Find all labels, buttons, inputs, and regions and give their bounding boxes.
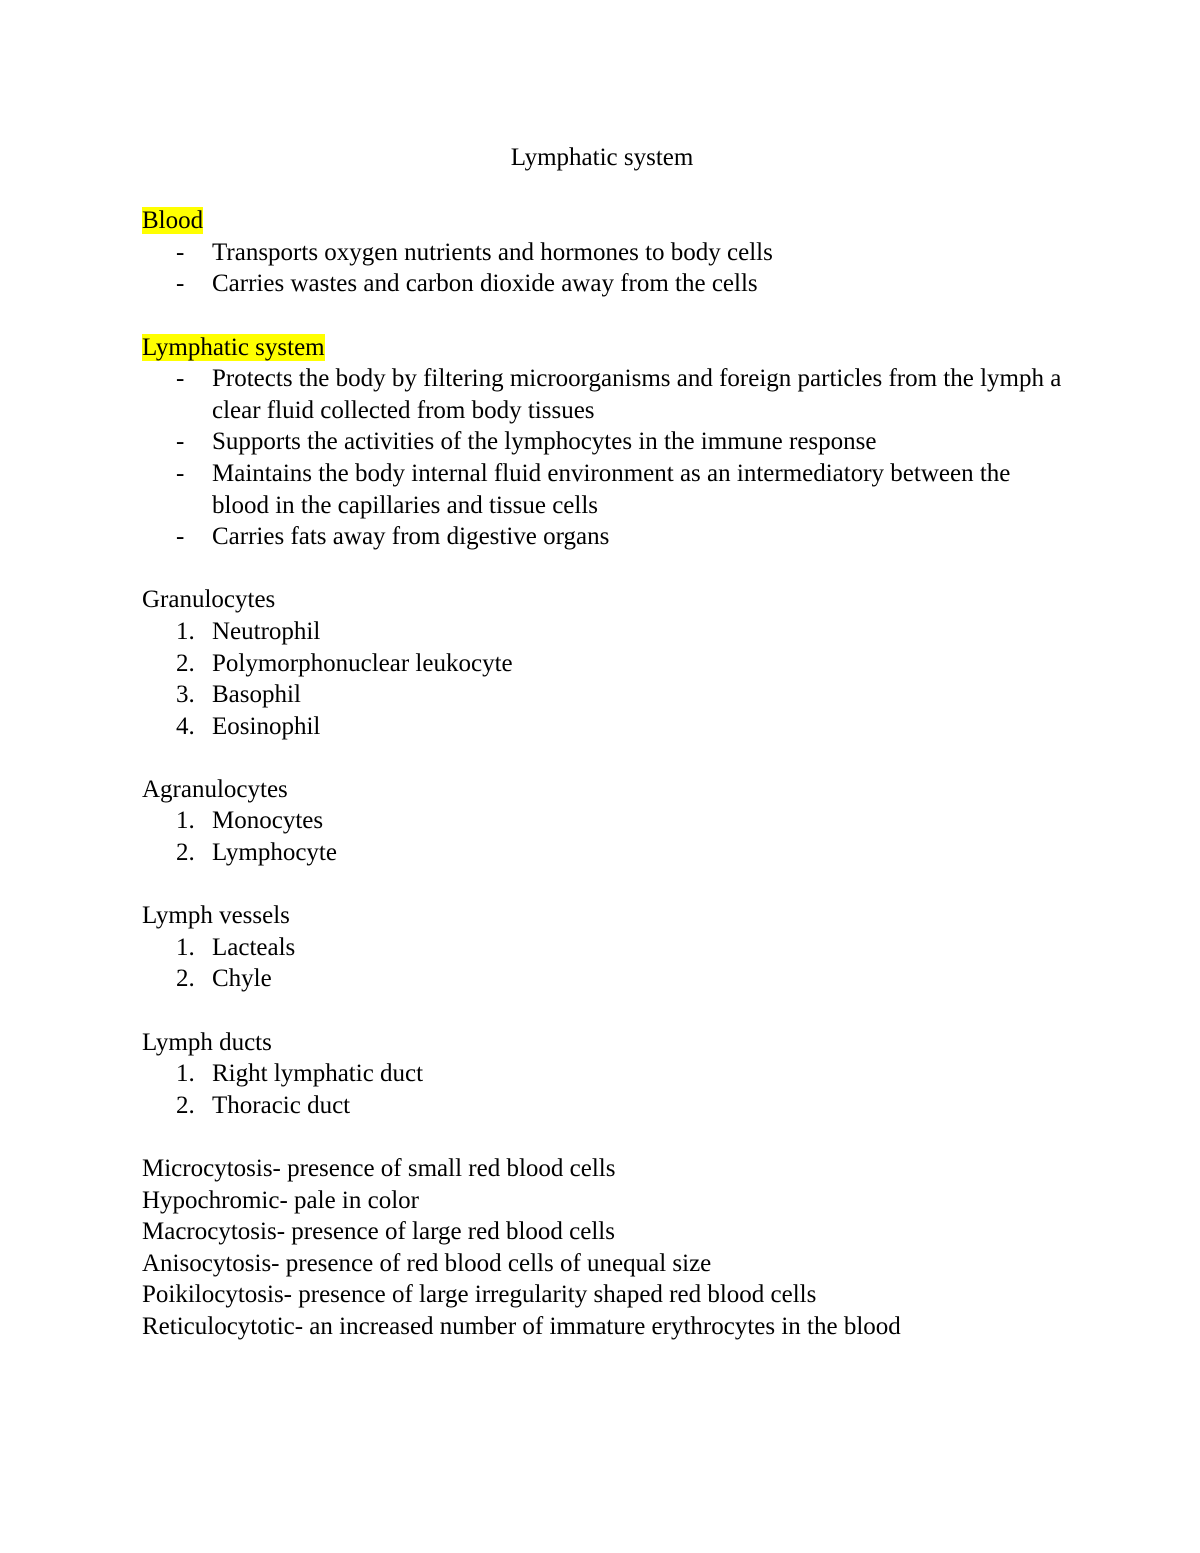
number-marker: 2. xyxy=(176,1091,195,1119)
number-marker: 3. xyxy=(176,681,195,709)
definitions-block xyxy=(142,1153,1062,1343)
number-marker: 2. xyxy=(176,965,195,993)
list-item: 2. Thoracic duct xyxy=(142,1090,1062,1122)
number-marker: 1. xyxy=(176,617,195,645)
section-heading-lymph-vessels: Lymph vessels xyxy=(142,902,290,930)
highlighted-heading-lymphatic: Lymphatic system xyxy=(142,333,325,361)
lymph-ducts-list xyxy=(142,1058,1062,1121)
dash-marker: - xyxy=(176,238,185,266)
dash-marker: - xyxy=(176,428,185,456)
lymphatic-list xyxy=(142,363,1062,553)
dash-marker: - xyxy=(176,365,185,393)
number-marker: 1. xyxy=(176,1060,195,1088)
lymph-vessels-list xyxy=(142,932,1062,995)
section-heading-agranulocytes: Agranulocytes xyxy=(142,775,288,803)
section-lymphatic xyxy=(142,332,1062,553)
dash-marker: - xyxy=(176,270,185,298)
list-item: 1. Lacteals xyxy=(142,932,1062,964)
list-item: 1. Right lymphatic duct xyxy=(142,1058,1062,1090)
number-marker: 1. xyxy=(176,807,195,835)
section-lymph-vessels xyxy=(142,900,1062,995)
dash-marker: - xyxy=(176,523,185,551)
list-item: - Maintains the body internal fluid environment as an intermediatory between the blood in the capillaries and tissue cells xyxy=(176,459,1011,519)
list-item: 2. Lymphocyte xyxy=(142,837,1062,869)
number-marker: 4. xyxy=(176,712,195,740)
number-marker: 2. xyxy=(176,649,195,677)
section-heading-granulocytes: Granulocytes xyxy=(142,586,276,614)
granulocytes-list xyxy=(142,616,1062,742)
number-marker: 1. xyxy=(176,933,195,961)
definition-line: Microcytosis- presence of small red blood cells xyxy=(142,1155,616,1182)
definition-line: Hypochromic- pale in color xyxy=(142,1186,419,1214)
list-item: 1. Neutrophil xyxy=(142,616,1062,648)
section-heading-lymph-ducts: Lymph ducts xyxy=(142,1028,272,1056)
dash-marker: - xyxy=(176,459,185,487)
list-item: - Transports oxygen nutrients and hormones to body cells xyxy=(142,237,1062,269)
section-granulocytes xyxy=(142,584,1062,742)
definition-line: Poikilocytosis- presence of large irregularity shaped red blood cells xyxy=(142,1281,817,1309)
highlighted-heading-blood: Blood xyxy=(142,207,204,235)
definition-line: Macrocytosis- presence of large red blood cells xyxy=(142,1218,615,1246)
section-heading-lymphatic xyxy=(142,332,1062,364)
list-item: 2. Polymorphonuclear leukocyte xyxy=(142,648,1062,680)
list-item: 3. Basophil xyxy=(142,679,1062,711)
document-page xyxy=(142,142,1062,1343)
list-item: 2. Chyle xyxy=(142,963,1062,995)
list-item: - Supports the activities of the lymphocytes in the immune response xyxy=(142,426,1062,458)
list-item: 4. Eosinophil xyxy=(142,711,1062,743)
list-item: - Carries wastes and carbon dioxide away from the cells xyxy=(142,268,1062,300)
section-heading-blood xyxy=(142,205,1062,237)
section-blood xyxy=(142,205,1062,300)
agranulocytes-list xyxy=(142,805,1062,868)
list-item: - Carries fats away from digestive organs xyxy=(142,521,1062,553)
definition-line: Reticulocytotic- an increased number of immature erythrocytes in the blood xyxy=(142,1312,901,1340)
document-title: Lymphatic system xyxy=(510,144,694,171)
list-item: - Protects the body by filtering microorganisms and foreign particles from the lymph a clear fluid collected from body tissues xyxy=(176,365,1062,424)
section-lymph-ducts xyxy=(142,1027,1062,1122)
definition-line: Anisocytosis- presence of red blood cells of unequal size xyxy=(142,1249,712,1277)
number-marker: 2. xyxy=(176,839,195,867)
section-agranulocytes xyxy=(142,774,1062,869)
blood-list xyxy=(142,237,1062,300)
list-item: 1. Monocytes xyxy=(142,805,1062,837)
